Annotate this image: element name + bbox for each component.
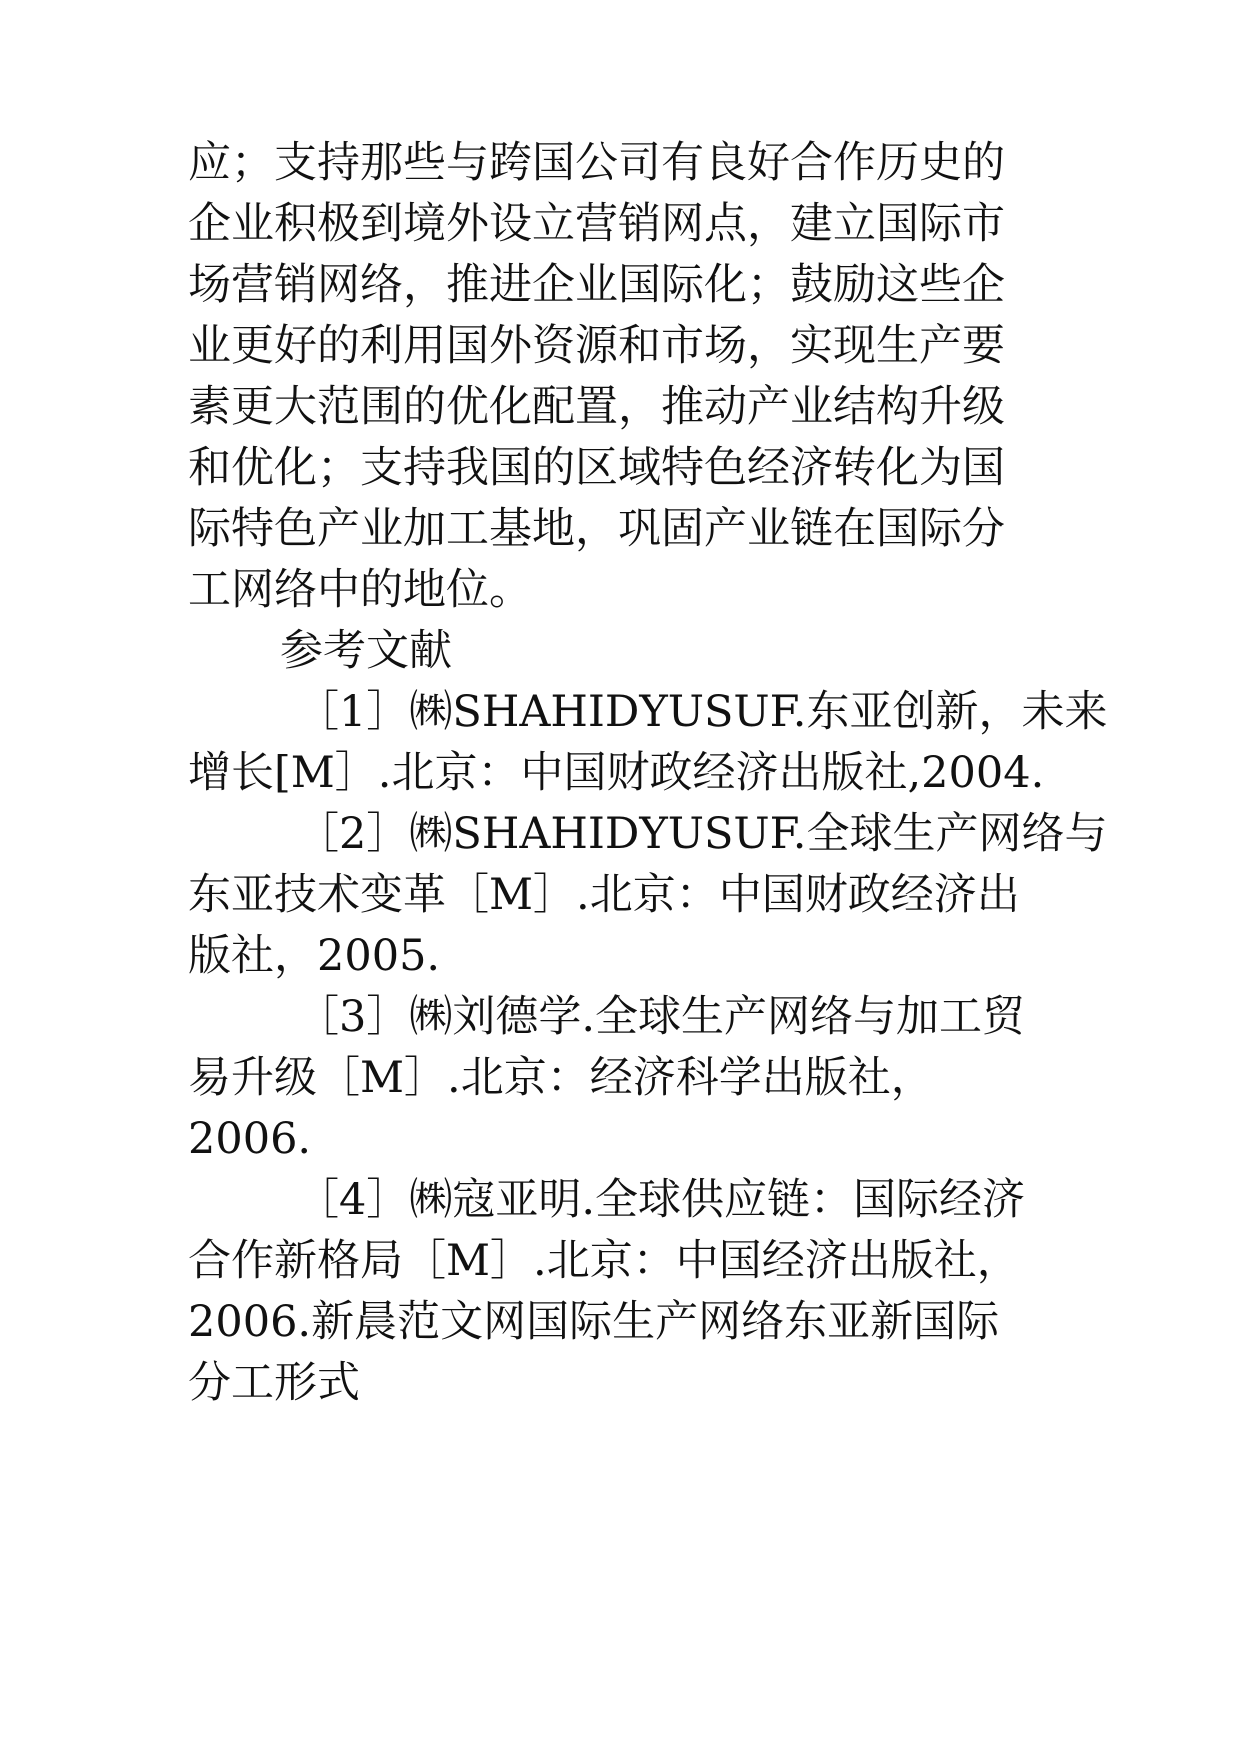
reference-line: 2006.新晨范文网国际生产网络东亚新国际 (188, 1297, 1000, 1347)
reference-line: ［1］㈱SHAHIDYUSUF.东亚创新，未来 (296, 687, 1108, 737)
body-line: 和优化；支持我国的区域特色经济转化为国 (188, 443, 1005, 493)
reference-line: ［4］㈱寇亚明.全球供应链：国际经济 (296, 1175, 1026, 1225)
reference-line: 增长[M］.北京：中国财政经济出版社,2004. (188, 748, 1045, 798)
body-line: 企业积极到境外设立营销网点，建立国际市 (188, 199, 1005, 249)
reference-line: 易升级［M］.北京：经济科学出版社， (188, 1053, 934, 1103)
body-line: 素更大范围的优化配置，推动产业结构升级 (188, 382, 1005, 432)
reference-line: ［2］㈱SHAHIDYUSUF.全球生产网络与 (296, 809, 1108, 859)
references-heading: 参考文献 (280, 626, 452, 676)
body-line: 际特色产业加工基地，巩固产业链在国际分 (188, 504, 1005, 554)
reference-line: 东亚技术变革［M］.北京：中国财政经济出 (188, 870, 1020, 920)
body-line: 工网络中的地位。 (188, 565, 532, 615)
reference-line: ［3］㈱刘德学.全球生产网络与加工贸 (296, 992, 1026, 1042)
reference-line: 分工形式 (188, 1358, 360, 1408)
reference-line: 2006. (188, 1114, 312, 1164)
reference-line: 合作新格局［M］.北京：中国经济出版社， (188, 1236, 1020, 1286)
body-line: 场营销网络，推进企业国际化；鼓励这些企 (188, 260, 1005, 310)
body-line: 应；支持那些与跨国公司有良好合作历史的 (188, 138, 1005, 188)
reference-line: 版社，2005. (188, 931, 441, 981)
body-line: 业更好的利用国外资源和市场，实现生产要 (188, 321, 1005, 371)
